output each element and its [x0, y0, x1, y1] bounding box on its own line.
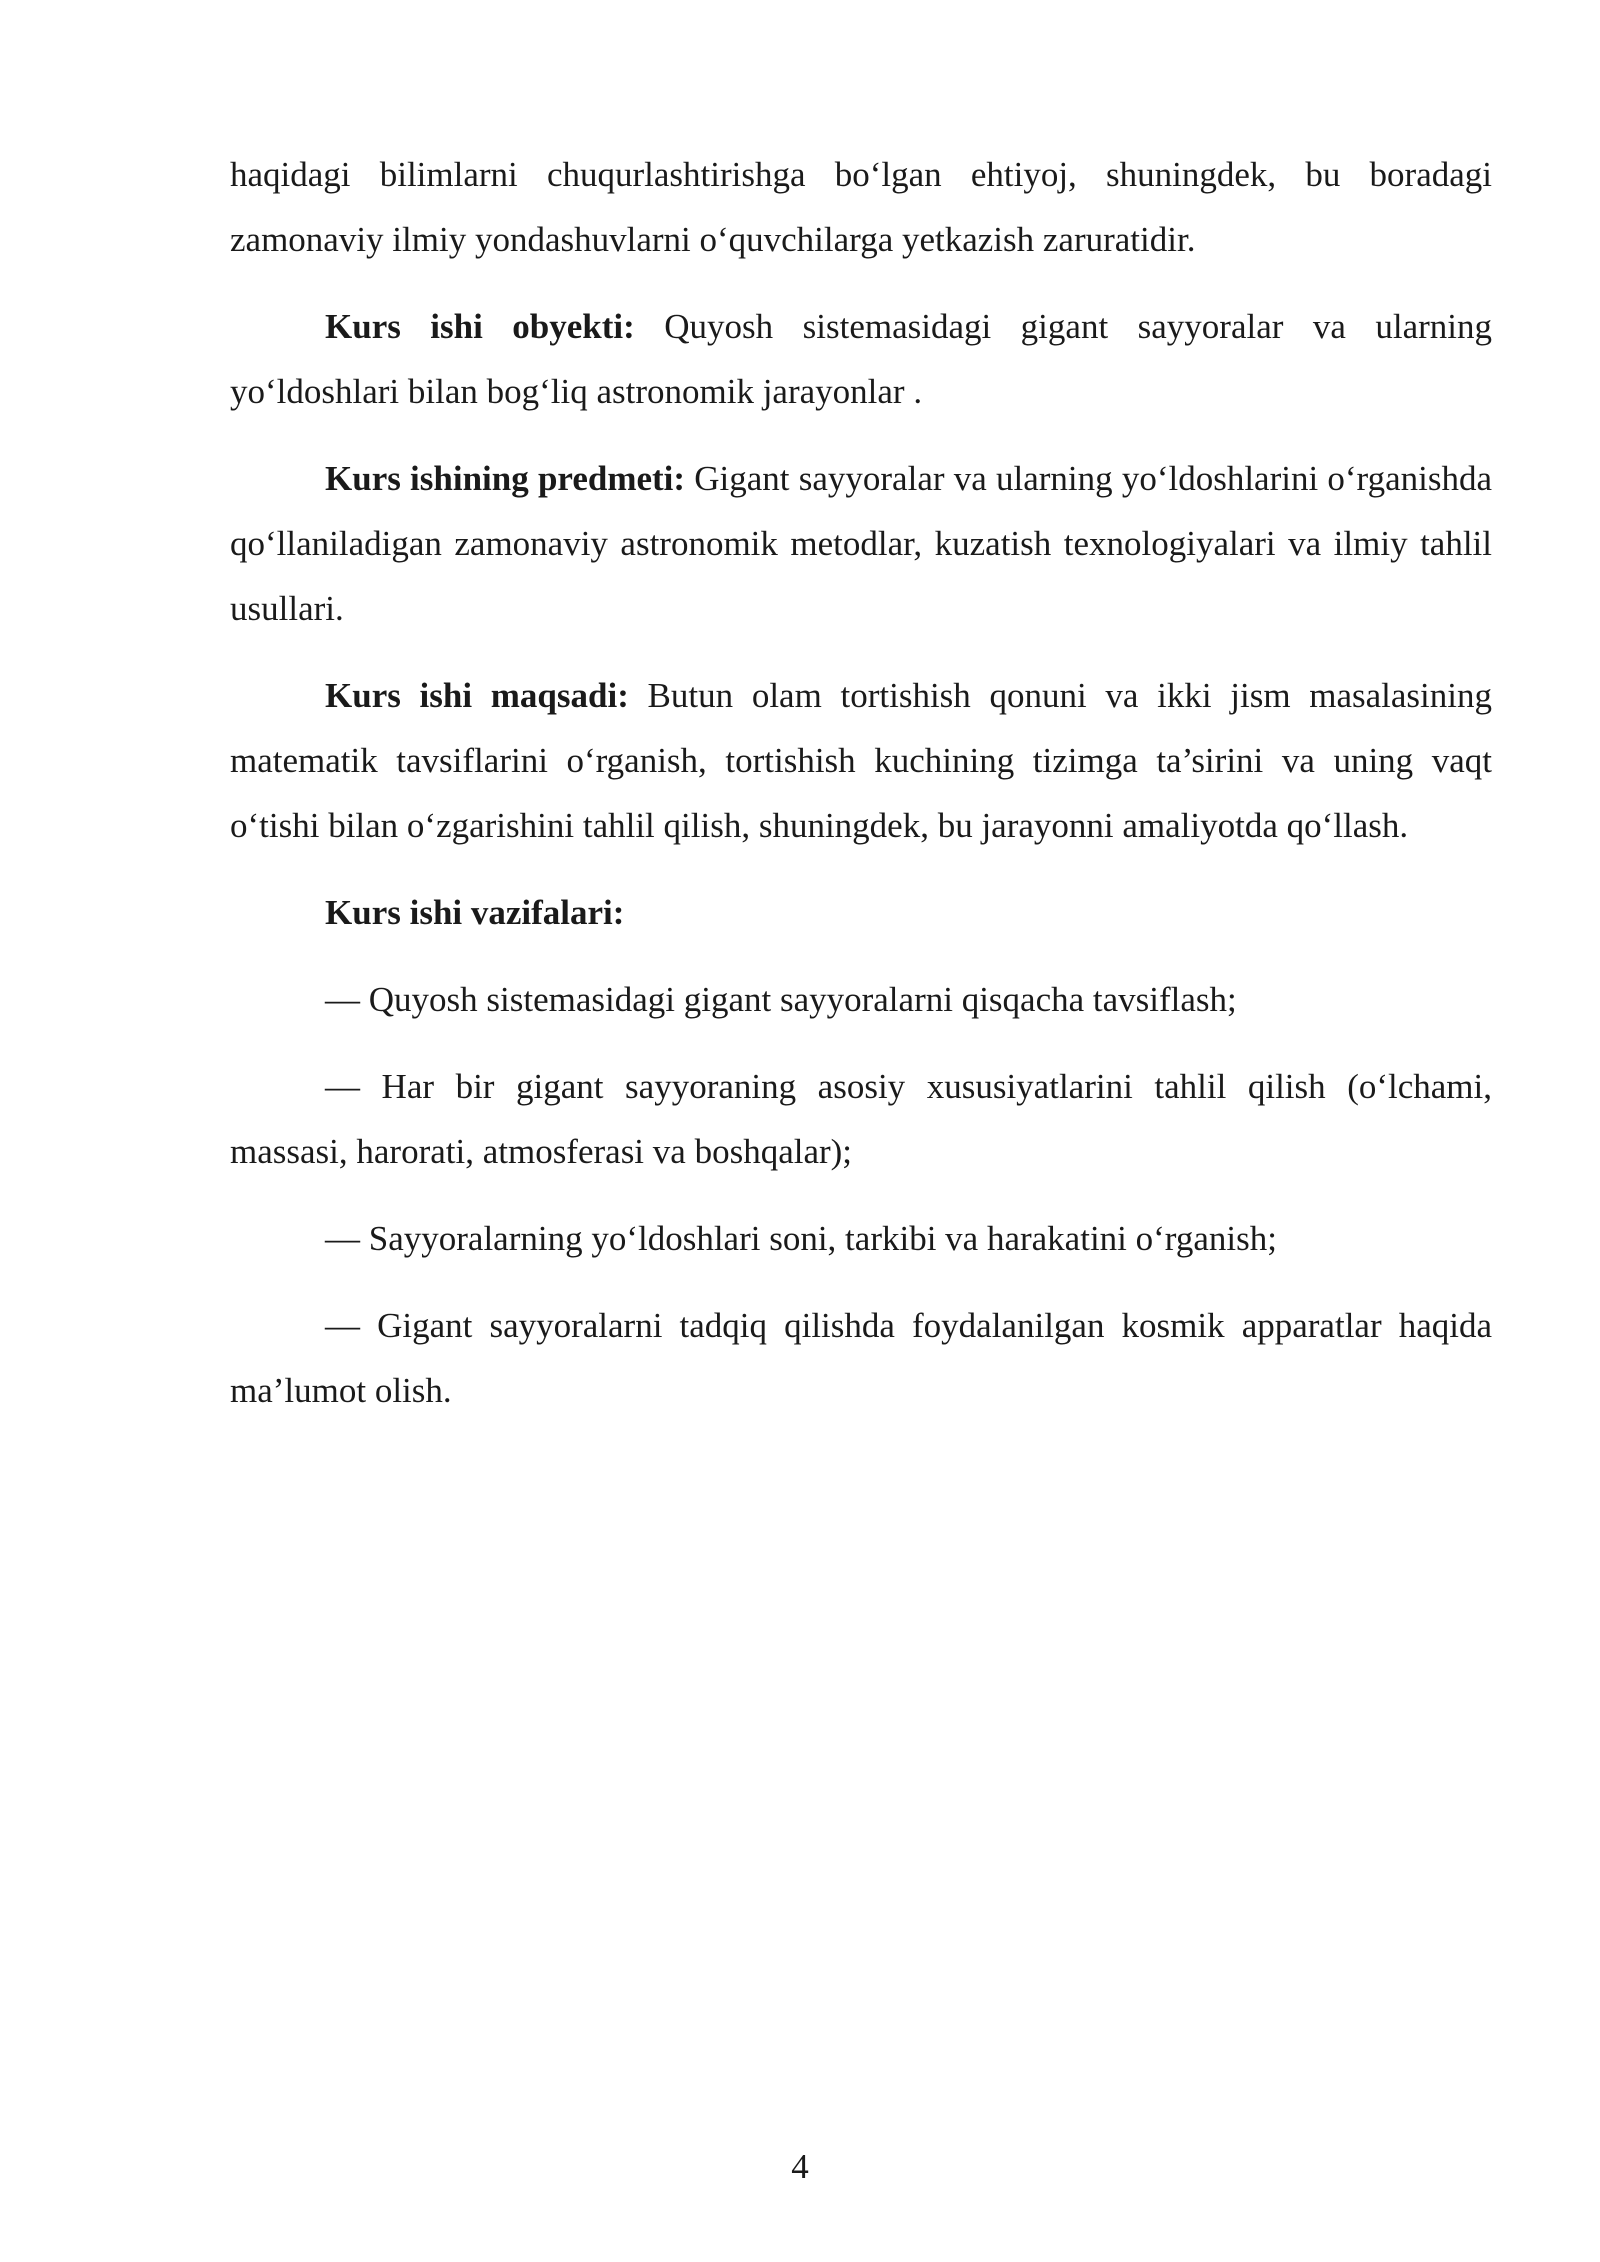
task-item — [230, 1293, 1492, 1423]
task-item — [230, 1054, 1492, 1184]
task-item — [230, 1206, 1492, 1271]
subject-text: Gigant sayyoralar va ularning yo‘ldoshlarini o‘rganishda qo‘llaniladigan zamonaviy astronomik metodlar, kuzatish texnologiyalari va ilmiy tahlil usullari. — [230, 459, 1492, 628]
task-item — [230, 967, 1492, 1032]
subject-label: Kurs ishining predmeti: — [325, 459, 686, 498]
goal-paragraph — [230, 663, 1492, 858]
intro-continuation-paragraph — [230, 142, 1492, 272]
intro-text: haqidagi bilimlarni chuqurlashtirishga bo‘lgan ehtiyoj, shuningdek, bu boradagi zamonaviy ilmiy yondashuvlarni o‘quvchilarga yetkazish zaruratidir. — [230, 155, 1492, 259]
task-text-1: — Quyosh sistemasidagi gigant sayyoralarni qisqacha tavsiflash; — [325, 980, 1237, 1019]
tasks-label: Kurs ishi vazifalari: — [325, 893, 625, 932]
task-text-3: — Sayyoralarning yo‘ldoshlari soni, tarkibi va harakatini o‘rganish; — [325, 1219, 1277, 1258]
object-label: Kurs ishi obyekti: — [325, 307, 635, 346]
page-body — [230, 142, 1492, 1445]
goal-label: Kurs ishi maqsadi: — [325, 676, 629, 715]
page-number: 4 — [791, 2147, 809, 2186]
task-text-4: — Gigant sayyoralarni tadqiq qilishda foydalanilgan kosmik apparatlar haqida ma’lumot olish. — [230, 1306, 1492, 1410]
tasks-heading — [230, 880, 1492, 945]
subject-paragraph — [230, 446, 1492, 641]
object-paragraph — [230, 294, 1492, 424]
task-text-2: — Har bir gigant sayyoraning asosiy xususiyatlarini tahlil qilish (o‘lchami, massasi, harorati, atmosferasi va boshqalar); — [230, 1067, 1492, 1171]
object-text: Quyosh sistemasidagi gigant sayyoralar va ularning yo‘ldoshlari bilan bog‘liq astronomik jarayonlar . — [230, 307, 1492, 411]
goal-text: Butun olam tortishish qonuni va ikki jism masalasining matematik tavsiflarini o‘rganish, tortishish kuchining tizimga ta’sirini va uning vaqt o‘tishi bilan o‘zgarishini tahlil qilish, shuningdek, bu jarayonni amaliyotda qo‘llash. — [230, 676, 1492, 845]
